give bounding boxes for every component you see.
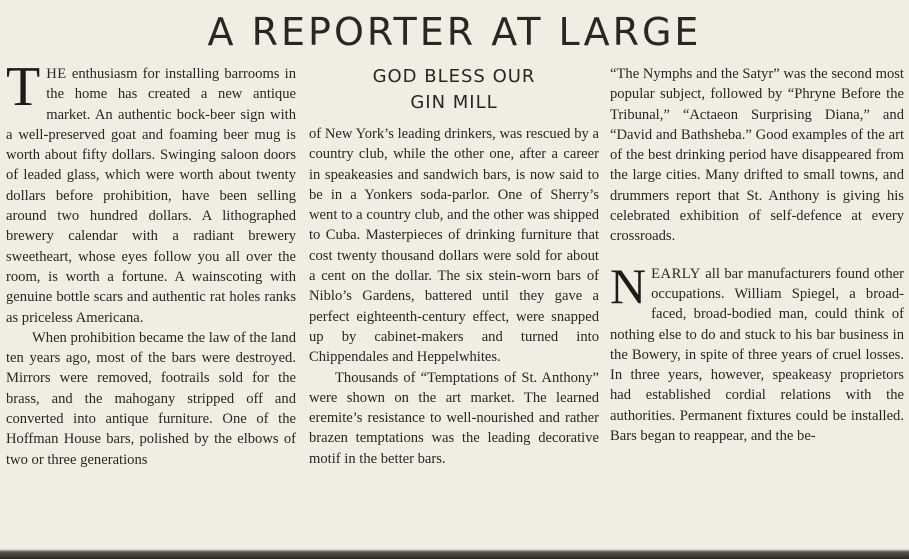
subhead-line: GIN MILL bbox=[410, 92, 498, 113]
article-paragraph: of New York’s leading drinkers, was rescued by a country club, while the other one, after a career in speakeasies and sandwich bars, is now said to be in a Yonkers soda-parlor. One of Sherry’s went to a country club, and the other was shipped to Cuba. Masterpieces of drinking furniture that cost twenty thousand dollars were sold for about a cent on the dollar. The six stein-worn bars of Niblo’s Gardens, battered until they gave a perfect eighteenth-century effect, were snapped up by cabinet-makers and turned into Chippendales and Heppelwhites. bbox=[309, 126, 599, 366]
article-column-1 bbox=[6, 56, 296, 470]
lead-in-small-caps: EARLY bbox=[651, 265, 701, 282]
page-bottom-edge bbox=[0, 549, 909, 559]
section-subhead bbox=[309, 64, 599, 116]
article-paragraph: When prohibition became the law of the land ten years ago, most of the bars were destroyed. Mirrors were removed, footrails sold for the brass, and the mahogany stripped off and converted into antique furniture. One of the Hoffman House bars, polished by the elbows of two or three generations bbox=[6, 329, 296, 468]
article-paragraph: Thousands of “Temptations of St. Anthony” were shown on the art market. The learned eremite’s resistance to well-nourished and rather brazen temptations was the leading decorative motif in the better bars. bbox=[309, 369, 599, 467]
paragraph-text: all bar manufacturers found other occupations. William Spiegel, a broad-faced, broad-bodied man, could think of nothing else to do and stuck to his bar business in the Bowery, in spite of three years of cruel losses. In three years, however, speakeasy proprietors had established cordial relations with the authorities. Permanent fixtures could be installed. Bars began to reappear, and the be- bbox=[610, 265, 904, 445]
drop-cap: N bbox=[610, 257, 647, 314]
drop-cap: T bbox=[6, 56, 41, 118]
page-headline: A REPORTER AT LARGE bbox=[207, 10, 702, 54]
article-paragraph bbox=[610, 257, 904, 447]
article-column-2 bbox=[309, 64, 599, 469]
article-paragraph bbox=[6, 56, 296, 328]
paragraph-text: enthusiasm for installing barrooms in the home has created a new antique market. An authentic bock-beer sign with a well-preserved goat and foaming beer mug is worth about fifty dollars. Swinging saloon doors of leaded glass, which were worth about twenty dollars before prohibition, have been selling around two hundred dollars. A lithographed brewery calendar with a radiant brewery sweetheart, whose eyes follow you all over the room, is worth a fortune. A wainscoting with genuine bottle scars and authentic rat holes ranks as priceless Americana. bbox=[6, 66, 296, 326]
article-paragraph: “The Nymphs and the Satyr” was the second most popular subject, followed by “Phryne Before the Tribunal,” “Actaeon Surprising Diana,” and “David and Bathsheba.” Good examples of the art of the best drinking period have disappeared from the large cities. Many drifted to small towns, and drummers report that St. Anthony is giving his celebrated exhibition of self-defence at every crossroads. bbox=[610, 66, 904, 245]
section-break bbox=[610, 247, 904, 264]
article-column-3 bbox=[610, 64, 904, 446]
subhead-line: GOD BLESS OUR bbox=[372, 66, 536, 87]
lead-in-small-caps: HE bbox=[46, 66, 67, 82]
